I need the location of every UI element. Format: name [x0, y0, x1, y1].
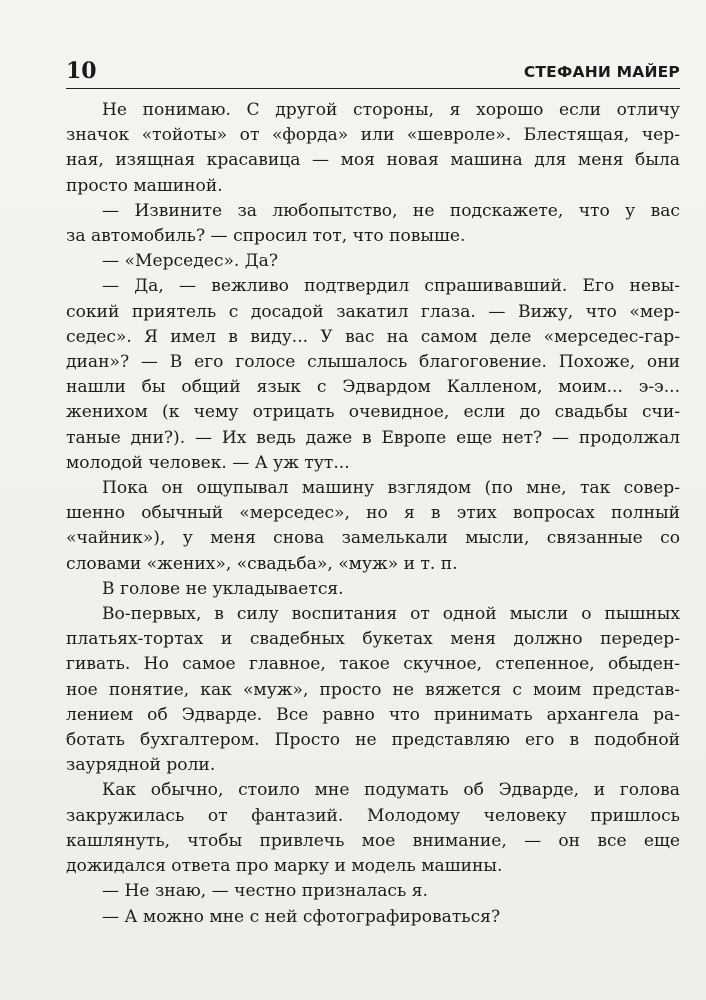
text-line: ная, изящная красавица — моя новая машина для меня была: [66, 150, 680, 171]
page-header: [66, 58, 680, 89]
text-line: женихом (к чему отрицать очевидное, если до свадьбы счи-: [66, 402, 680, 423]
paragraph: [66, 602, 680, 778]
text-line: нашли бы общий язык с Эдвардом Калленом, моим... э-э...: [66, 377, 680, 398]
page-number: 10: [66, 58, 97, 84]
paragraph: [66, 476, 680, 577]
text-line: гивать. Но самое главное, такое скучное, степенное, обыден-: [66, 654, 680, 675]
text-line: просто машиной.: [66, 175, 223, 196]
paragraph: [66, 577, 680, 602]
text-line: Во-первых, в силу воспитания от одной мысли о пышных: [102, 604, 680, 625]
text-line: Как обычно, стоило мне подумать об Эдварде, и голова: [102, 780, 680, 801]
paragraph: [66, 98, 680, 199]
text-line: — Извините за любопытство, не подскажете, что у вас: [102, 200, 680, 221]
text-line: таные дни?). — Их ведь даже в Европе еще нет? — продолжал: [66, 427, 680, 448]
paragraph: [66, 199, 680, 249]
text-line: Не понимаю. С другой стороны, я хорошо если отличу: [102, 100, 680, 120]
paragraph: [66, 249, 680, 274]
text-line: — «Мерседес». Да?: [102, 251, 279, 272]
text-line: седес». Я имел в виду... У вас на самом деле «мерседес-гар-: [66, 326, 680, 347]
text-line: лением об Эдварде. Все равно что принимать архангела ра-: [66, 704, 680, 725]
text-line: закружилась от фантазий. Молодому человеку пришлось: [66, 805, 680, 826]
paragraph: [66, 778, 680, 879]
paragraph: [66, 905, 680, 930]
text-line: заурядной роли.: [66, 755, 216, 776]
paragraph: [66, 274, 680, 476]
body-text: [66, 98, 680, 930]
text-line: дожидался ответа про марку и модель машины.: [66, 856, 503, 877]
text-line: сокий приятель с досадой закатил глаза. — Вижу, что «мер-: [66, 301, 680, 322]
text-line: за автомобиль? — спросил тот, что повыше.: [66, 226, 466, 247]
text-line: диан»? — В его голосе слышалось благоговение. Похоже, они: [66, 352, 680, 373]
text-line: словами «жених», «свадьба», «муж» и т. п.: [66, 553, 458, 574]
text-line: «чайник»), у меня снова замелькали мысли, связанные со: [66, 528, 680, 549]
text-line: платьях-тортах и свадебных букетах меня должно передер-: [66, 629, 680, 650]
text-line: шенно обычный «мерседес», но я в этих вопросах полный: [66, 503, 680, 524]
text-line: молодой человек. — А уж тут...: [66, 452, 350, 473]
running-head-author: СТЕФАНИ МАЙЕР: [523, 63, 680, 81]
text-line: — А можно мне с ней сфотографироваться?: [102, 906, 501, 927]
text-line: значок «тойоты» от «форда» или «шевроле». Блестящая, чер-: [66, 125, 680, 146]
text-line: Пока он ощупывал машину взглядом (по мне, так совер-: [102, 478, 680, 499]
text-line: — Не знаю, — честно призналась я.: [102, 881, 428, 902]
text-line: ное понятие, как «муж», просто не вяжется с моим представ-: [66, 679, 680, 700]
paragraph: [66, 879, 680, 904]
text-line: — Да, — вежливо подтвердил спрашивавший. Его невы-: [102, 276, 680, 297]
text-line: кашлянуть, чтобы привлечь мое внимание, — он все еще: [66, 830, 680, 851]
text-line: В голове не укладывается.: [102, 578, 344, 599]
text-line: ботать бухгалтером. Просто не представляю его в подобной: [66, 730, 680, 751]
